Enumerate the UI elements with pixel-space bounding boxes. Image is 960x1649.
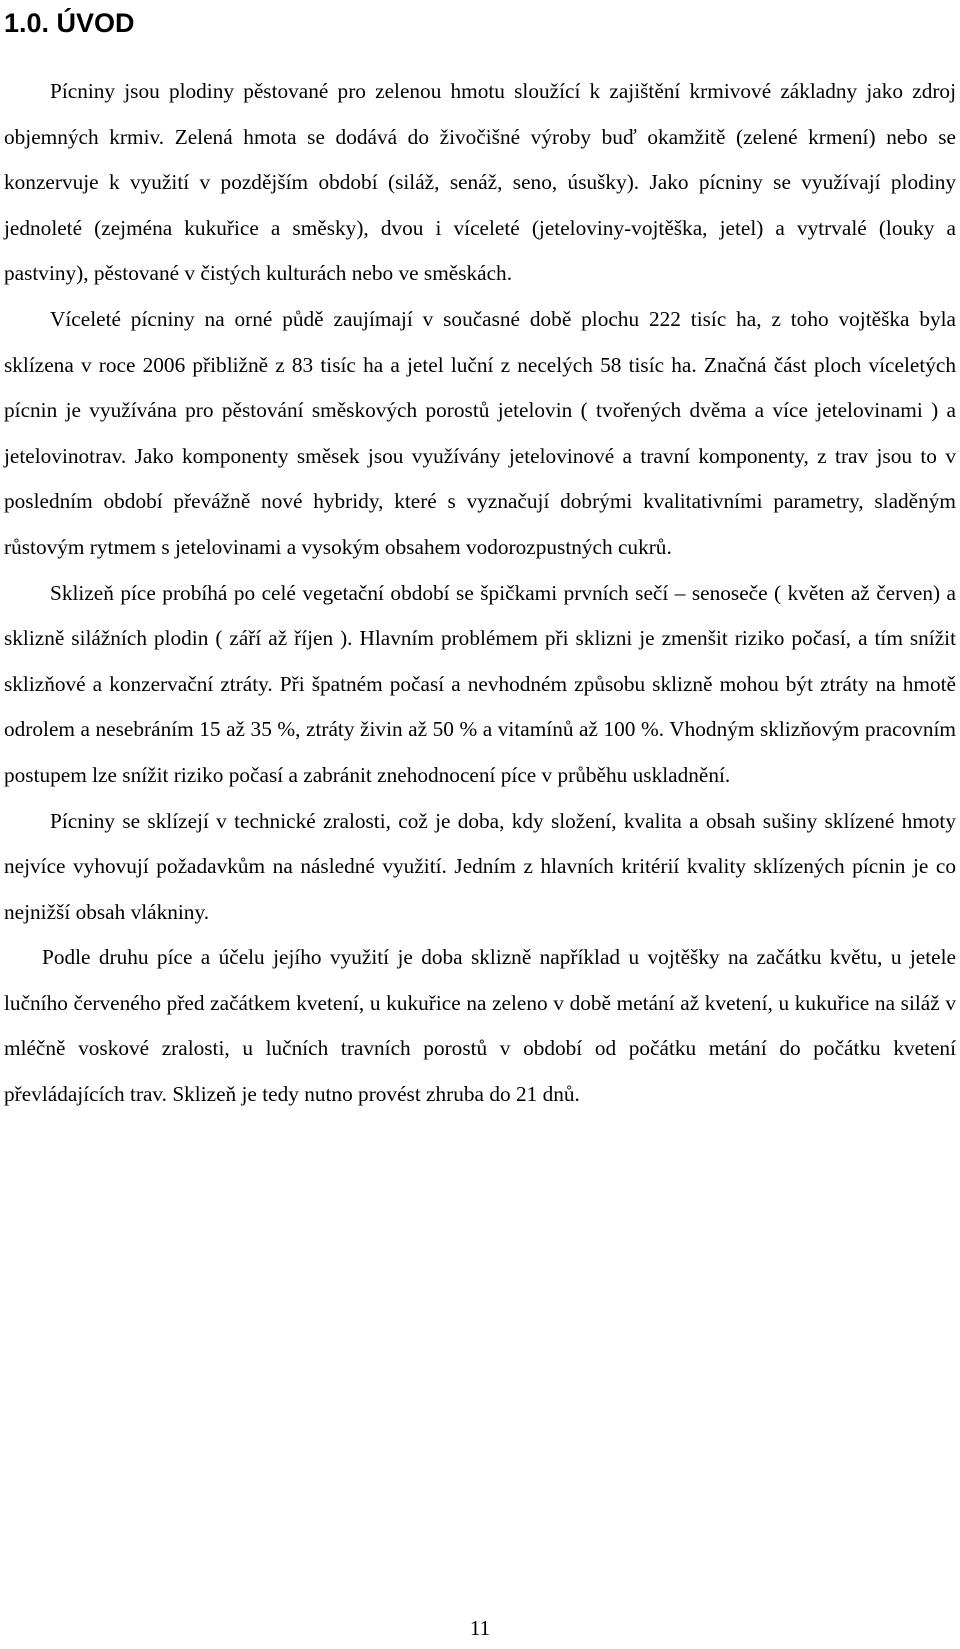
paragraph-technical-maturity: Pícniny se sklízejí v technické zralosti, což je doba, kdy složení, kvalita a obsah sušiny sklízené hmoty nejvíce vyhovují požadavkům na následné využití. Jedním z hlavních kritérií kvality sklízených pícnin je co nejnižší obsah vlákniny.: [4, 808, 956, 924]
paragraph-harvest-timing: Podle druhu píce a účelu jejího využití je doba sklizně například u vojtěšky na začátku květu, u jetele lučního červeného před začátkem kvetení, u kukuřice na zeleno v době metání až kvetení, u kukuřice na siláž v mléčně voskové zralosti, u lučních travních porostů v období od počátku metání do počátku kvetení převládajících trav. Sklizeň je tedy nutno provést zhruba do 21 dnů.: [4, 945, 956, 1107]
paragraph-intro: Pícniny jsou plodiny pěstované pro zelenou hmotu sloužící k zajištění krmivové základny jako zdroj objemných krmiv. Zelená hmota se dodává do živočišné výroby buď okamžitě (zelené krmení) nebo se konzervuje k využití v pozdějším období (siláž, senáž, seno, úsušky). Jako pícniny se využívají plodiny jednoleté (zejména kukuřice a směsky), dvou i víceleté (jeteloviny-vojtěška, jetel) a vytrvalé (louky a pastviny), pěstované v čistých kulturách nebo ve směskách.: [4, 79, 956, 286]
paragraph-harvest: Sklizeň píce probíhá po celé vegetační období se špičkami prvních sečí – senoseče ( květen až červen) a sklizně silážních plodin ( září až říjen ). Hlavním problémem při sklizni je zmenšit riziko počasí, a tím snížit sklizňové a konzervační ztráty. Při špatném počasí a nevhodném způsobu sklizně mohou být ztráty na hmotě odrolem a nesebráním 15 až 35 %, ztráty živin až 50 % a vitamínů až 100 %. Vhodným sklizňovým pracovním postupem lze snížit riziko počasí a zabránit znehodnocení píce v průběhu uskladnění.: [4, 580, 956, 787]
page-number: 11: [469, 1616, 491, 1640]
body-text: [4, 69, 956, 1118]
chapter-heading: 1.0. ÚVOD: [4, 8, 135, 38]
paragraph-perennial-forage: Víceleté pícniny na orné půdě zaujímají v současné době plochu 222 tisíc ha, z toho vojtěška byla sklízena v roce 2006 přibližně z 83 tisíc ha a jetel luční z necelých 58 tisíc ha. Značná část ploch víceletých pícnin je využívána pro pěstování směskových porostů jetelovin ( tvořených dvěma a více jetelovinami ) a jetelovinotrav. Jako komponenty směsek jsou využívány jetelovinové a travní komponenty, z trav jsou to v posledním období převážně nové hybridy, které s vyznačují dobrými kvalitativními parametry, sladěným růstovým rytmem s jetelovinami a vysokým obsahem vodorozpustných cukrů.: [4, 306, 956, 559]
